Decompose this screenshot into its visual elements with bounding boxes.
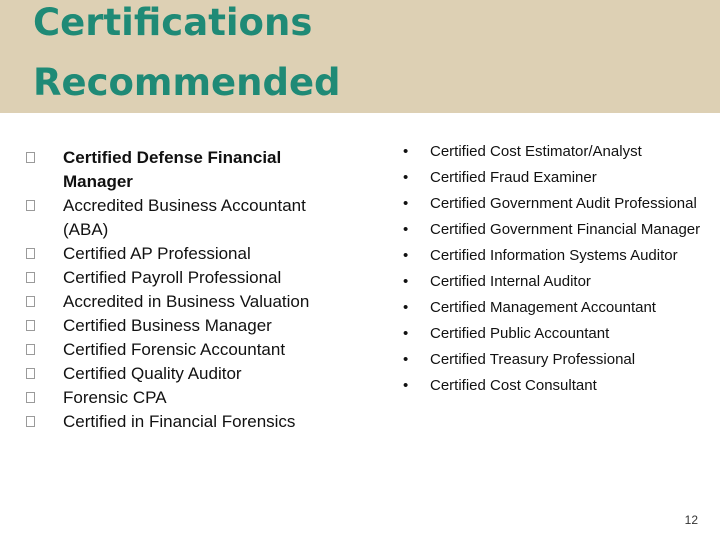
list-item — [26, 338, 326, 362]
list-item-label: Certified Business Manager — [63, 316, 272, 335]
list-item-label: Certified Payroll Professional — [63, 268, 282, 287]
missing-glyph-box-icon — [26, 368, 35, 379]
list-item — [399, 271, 709, 293]
bullet-dot-icon: • — [403, 377, 409, 394]
list-item-label: Certified Defense Financial Manager — [63, 148, 282, 191]
right-certification-list — [399, 141, 709, 401]
bullet-dot-icon: • — [403, 273, 409, 290]
page-number: 12 — [684, 513, 698, 527]
list-item — [399, 141, 709, 163]
list-item-label: Certified Government Audit Professional — [430, 195, 697, 212]
list-item — [399, 167, 709, 189]
list-item-label: Certified Information Systems Auditor — [430, 247, 678, 264]
list-item — [399, 375, 709, 397]
list-item-label: Accredited Business Accountant (ABA) — [63, 196, 306, 239]
list-item — [26, 290, 326, 314]
bullet-dot-icon: • — [403, 351, 409, 368]
left-certification-list — [26, 146, 326, 434]
missing-glyph-box-icon — [26, 152, 35, 163]
missing-glyph-box-icon — [26, 296, 35, 307]
list-item-label: Certified Fraud Examiner — [430, 169, 597, 186]
list-item — [26, 410, 326, 434]
missing-glyph-box-icon — [26, 344, 35, 355]
list-item — [26, 194, 326, 242]
bullet-dot-icon: • — [403, 195, 409, 212]
list-item — [399, 297, 709, 319]
list-item-label: Certified Management Accountant — [430, 299, 656, 316]
list-item — [26, 266, 326, 290]
list-item — [399, 323, 709, 345]
slide-title-line-2: Recommended — [33, 61, 341, 104]
bullet-dot-icon: • — [403, 143, 409, 160]
missing-glyph-box-icon — [26, 392, 35, 403]
list-item-label: Certified AP Professional — [63, 244, 251, 263]
list-item-label: Certified Quality Auditor — [63, 364, 242, 383]
list-item-label: Certified Cost Estimator/Analyst — [430, 143, 642, 160]
list-item-label: Forensic CPA — [63, 388, 167, 407]
missing-glyph-box-icon — [26, 320, 35, 331]
bullet-dot-icon: • — [403, 169, 409, 186]
list-item-label: Certified Public Accountant — [430, 325, 610, 342]
list-item — [26, 386, 326, 410]
list-item-label: Certified Treasury Professional — [430, 351, 636, 368]
bullet-dot-icon: • — [403, 299, 409, 316]
list-item — [26, 146, 326, 194]
list-item-label: Certified Government Financial Manager — [430, 221, 701, 238]
slide-title-line-1: Certifications — [33, 1, 313, 44]
list-item-label: Certified in Financial Forensics — [63, 412, 296, 431]
list-item — [399, 349, 709, 371]
list-item — [26, 242, 326, 266]
missing-glyph-box-icon — [26, 248, 35, 259]
list-item-label: Certified Forensic Accountant — [63, 340, 286, 359]
list-item-label: Certified Cost Consultant — [430, 377, 597, 394]
bullet-dot-icon: • — [403, 325, 409, 342]
list-item — [399, 245, 709, 267]
list-item-label: Certified Internal Auditor — [430, 273, 591, 290]
missing-glyph-box-icon — [26, 200, 35, 211]
list-item — [26, 314, 326, 338]
list-item — [399, 193, 709, 215]
list-item — [26, 362, 326, 386]
missing-glyph-box-icon — [26, 416, 35, 427]
missing-glyph-box-icon — [26, 272, 35, 283]
bullet-dot-icon: • — [403, 221, 409, 238]
list-item-label: Accredited in Business Valuation — [63, 292, 310, 311]
list-item — [399, 219, 709, 241]
bullet-dot-icon: • — [403, 247, 409, 264]
